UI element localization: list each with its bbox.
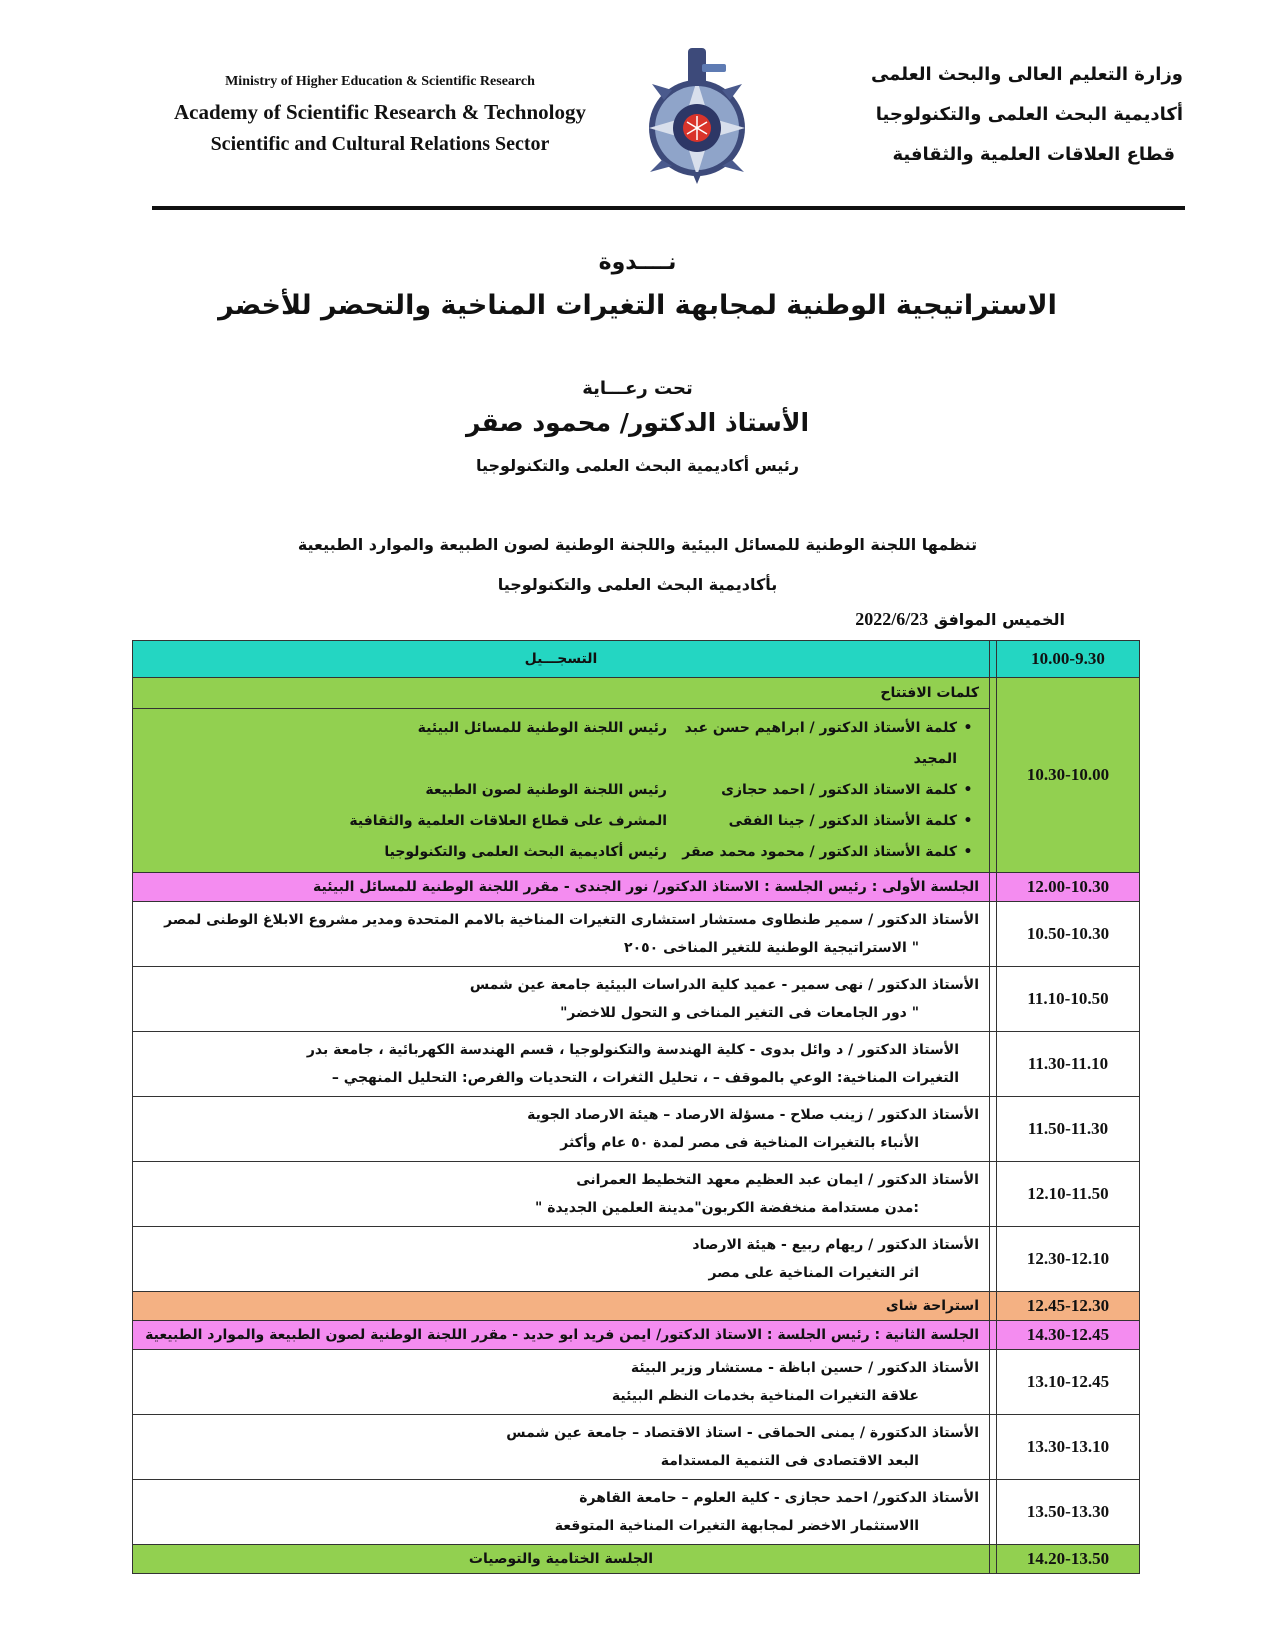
session-1-time: 12.00-10.30 [997,873,1140,902]
session-1-row [133,873,1140,902]
opening-row [133,678,1140,873]
opening-list [133,709,989,872]
list-item: • كلمة الاستاذ الدكتور / احمد حجازى رئيس اللجنة الوطنية لصون الطبيعة [425,782,973,798]
break-row [133,1292,1140,1321]
session-2-row [133,1321,1140,1350]
organizers-line-2: بأكاديمية البحث العلمى والتكنولوجيا [497,575,778,594]
schedule-table [132,640,1140,1574]
session-1-text: الجلسة الأولى : رئيس الجلسة : الاستاذ الدكتور/ نور الجندى - مقرر اللجنة الوطنية للمسائل البيئية [133,873,990,902]
table-row: 13.30-13.10 الأستاذ الدكتورة / يمنى الحماقى - استاذ الاقتصاد – جامعة عين شمس البعد الاقتصادى فى التنمية المستدامة [133,1415,1140,1480]
table-row: 13.10-12.45 الأستاذ الدكتور / حسين اباظة - مستشار وزير البيئة علاقة التغيرات المناخية بخدمات النظم البيئية [133,1350,1140,1415]
header-ar-sector: قطاع العلاقات العلمية والثقافية [892,144,1175,165]
header-en-sector: Scientific and Cultural Relations Sector [210,133,550,155]
patron-name: الأستاذ الدكتور/ محمود صقر [465,408,810,437]
session-2-text: الجلسة الثانية : رئيس الجلسة : الاستاذ الدكتور/ ايمن فريد ابو حديد - مقرر اللجنة الوطنية لصون الطبيعة والموارد الطبيعية [133,1321,990,1350]
closing-time: 14.20-13.50 [997,1545,1140,1574]
seminar-kicker: نــــدوة [598,250,677,275]
seminar-title: الاستراتيجية الوطنية لمجابهة التغيرات المناخية والتحضر للأخضر [218,290,1057,321]
break-time: 12.45-12.30 [997,1292,1140,1321]
registration-text: التسجـــيل [133,641,990,678]
session-2-time: 14.30-12.45 [997,1321,1140,1350]
table-row: 12.10-11.50 الأستاذ الدكتور / ايمان عبد العظيم معهد التخطيط العمرانى :مدن مستدامة منخفضة الكربون"مدينة العلمين الجديدة " [133,1162,1140,1227]
registration-row [133,641,1140,678]
header-en-ministry: Ministry of Higher Education & Scientific Research [225,74,535,89]
header-divider [152,206,1185,210]
patronage-label: تحت رعـــاية [582,378,693,399]
opening-heading: كلمات الافتتاح [133,678,989,709]
header-ar-ministry: وزارة التعليم العالى والبحث العلمى [870,64,1183,85]
closing-text: الجلسة الختامية والتوصيات [133,1545,990,1574]
registration-time: 10.00-9.30 [997,641,1140,678]
table-row: 11.10-10.50 الأستاذ الدكتور / نهى سمير - عميد كلية الدراسات البيئية جامعة عين شمس " دور الجامعات فى التغير المناخى و التحول للاخضر" [133,967,1140,1032]
list-item: • كلمة الأستاذ الدكتور / محمود محمد صقر رئيس أكاديمية البحث العلمى والتكنولوجيا [384,844,973,860]
table-row: 12.30-12.10 الأستاذ الدكتور / ريهام ربيع - هيئة الارصاد اثر التغيرات المناخية على مصر [133,1227,1140,1292]
break-text: استراحة شاى [133,1292,990,1321]
closing-row [133,1545,1140,1574]
organizers-line-1: تنظمها اللجنة الوطنية للمسائل البيئية واللجنة الوطنية لصون الطبيعة والموارد الطبيعية [297,535,978,554]
table-row: 11.30-11.10 الأستاذ الدكتور / د وائل بدوى - كلية الهندسة والتكنولوجيا ، قسم الهندسة الكهربائية ، جامعة بدر التغيرات المناخية: الوعي بالموقف – ، تحليل الثغرات ، التحديات والفرص: التحليل المنهجي – [133,1032,1140,1097]
header-ar-academy: أكاديمية البحث العلمى والتكنولوجيا [875,104,1183,125]
list-item: • كلمة الأستاذ الدكتور / ابراهيم حسن عبد المجيد رئيس اللجنة الوطنية للمسائل البيئية [417,720,973,767]
opening-cell [133,678,990,873]
academy-logo-icon [642,44,752,186]
opening-time: 10.30-10.00 [997,678,1140,873]
table-row: 10.50-10.30 الأستاذ الدكتور / سمير طنطاوى مستشار استشارى التغيرات المناخية بالامم المتحدة ومدير مشروع الابلاغ الوطنى لمصر " الاستراتيجية الوطنية للتغير المناخى ٢٠٥٠ [133,902,1140,967]
table-row: 13.50-13.30 الأستاذ الدكتور/ احمد حجازى - كلية العلوم – حامعة القاهرة االاستثمار الاخضر لمجابهة التغيرات المناخية المتوقعة [133,1480,1140,1545]
header-en-academy: Academy of Scientific Research & Technology [174,100,586,124]
patron-role: رئيس أكاديمية البحث العلمى والتكنولوجيا [475,456,800,475]
date-value: 2022/6/23 [855,609,929,629]
list-item: • كلمة الأستاذ الدكتور / جينا الفقى المشرف على قطاع العلاقات العلمية والثقافية [349,813,973,829]
date-label: الخميس الموافق [933,610,1065,629]
table-row: 11.50-11.30 الأستاذ الدكتور / زينب صلاح - مسؤلة الارصاد – هيئة الارصاد الجوية الأنباء بالتغيرات المناخية فى مصر لمدة ٥٠ عام وأكثر [133,1097,1140,1162]
date-line [855,609,1065,630]
